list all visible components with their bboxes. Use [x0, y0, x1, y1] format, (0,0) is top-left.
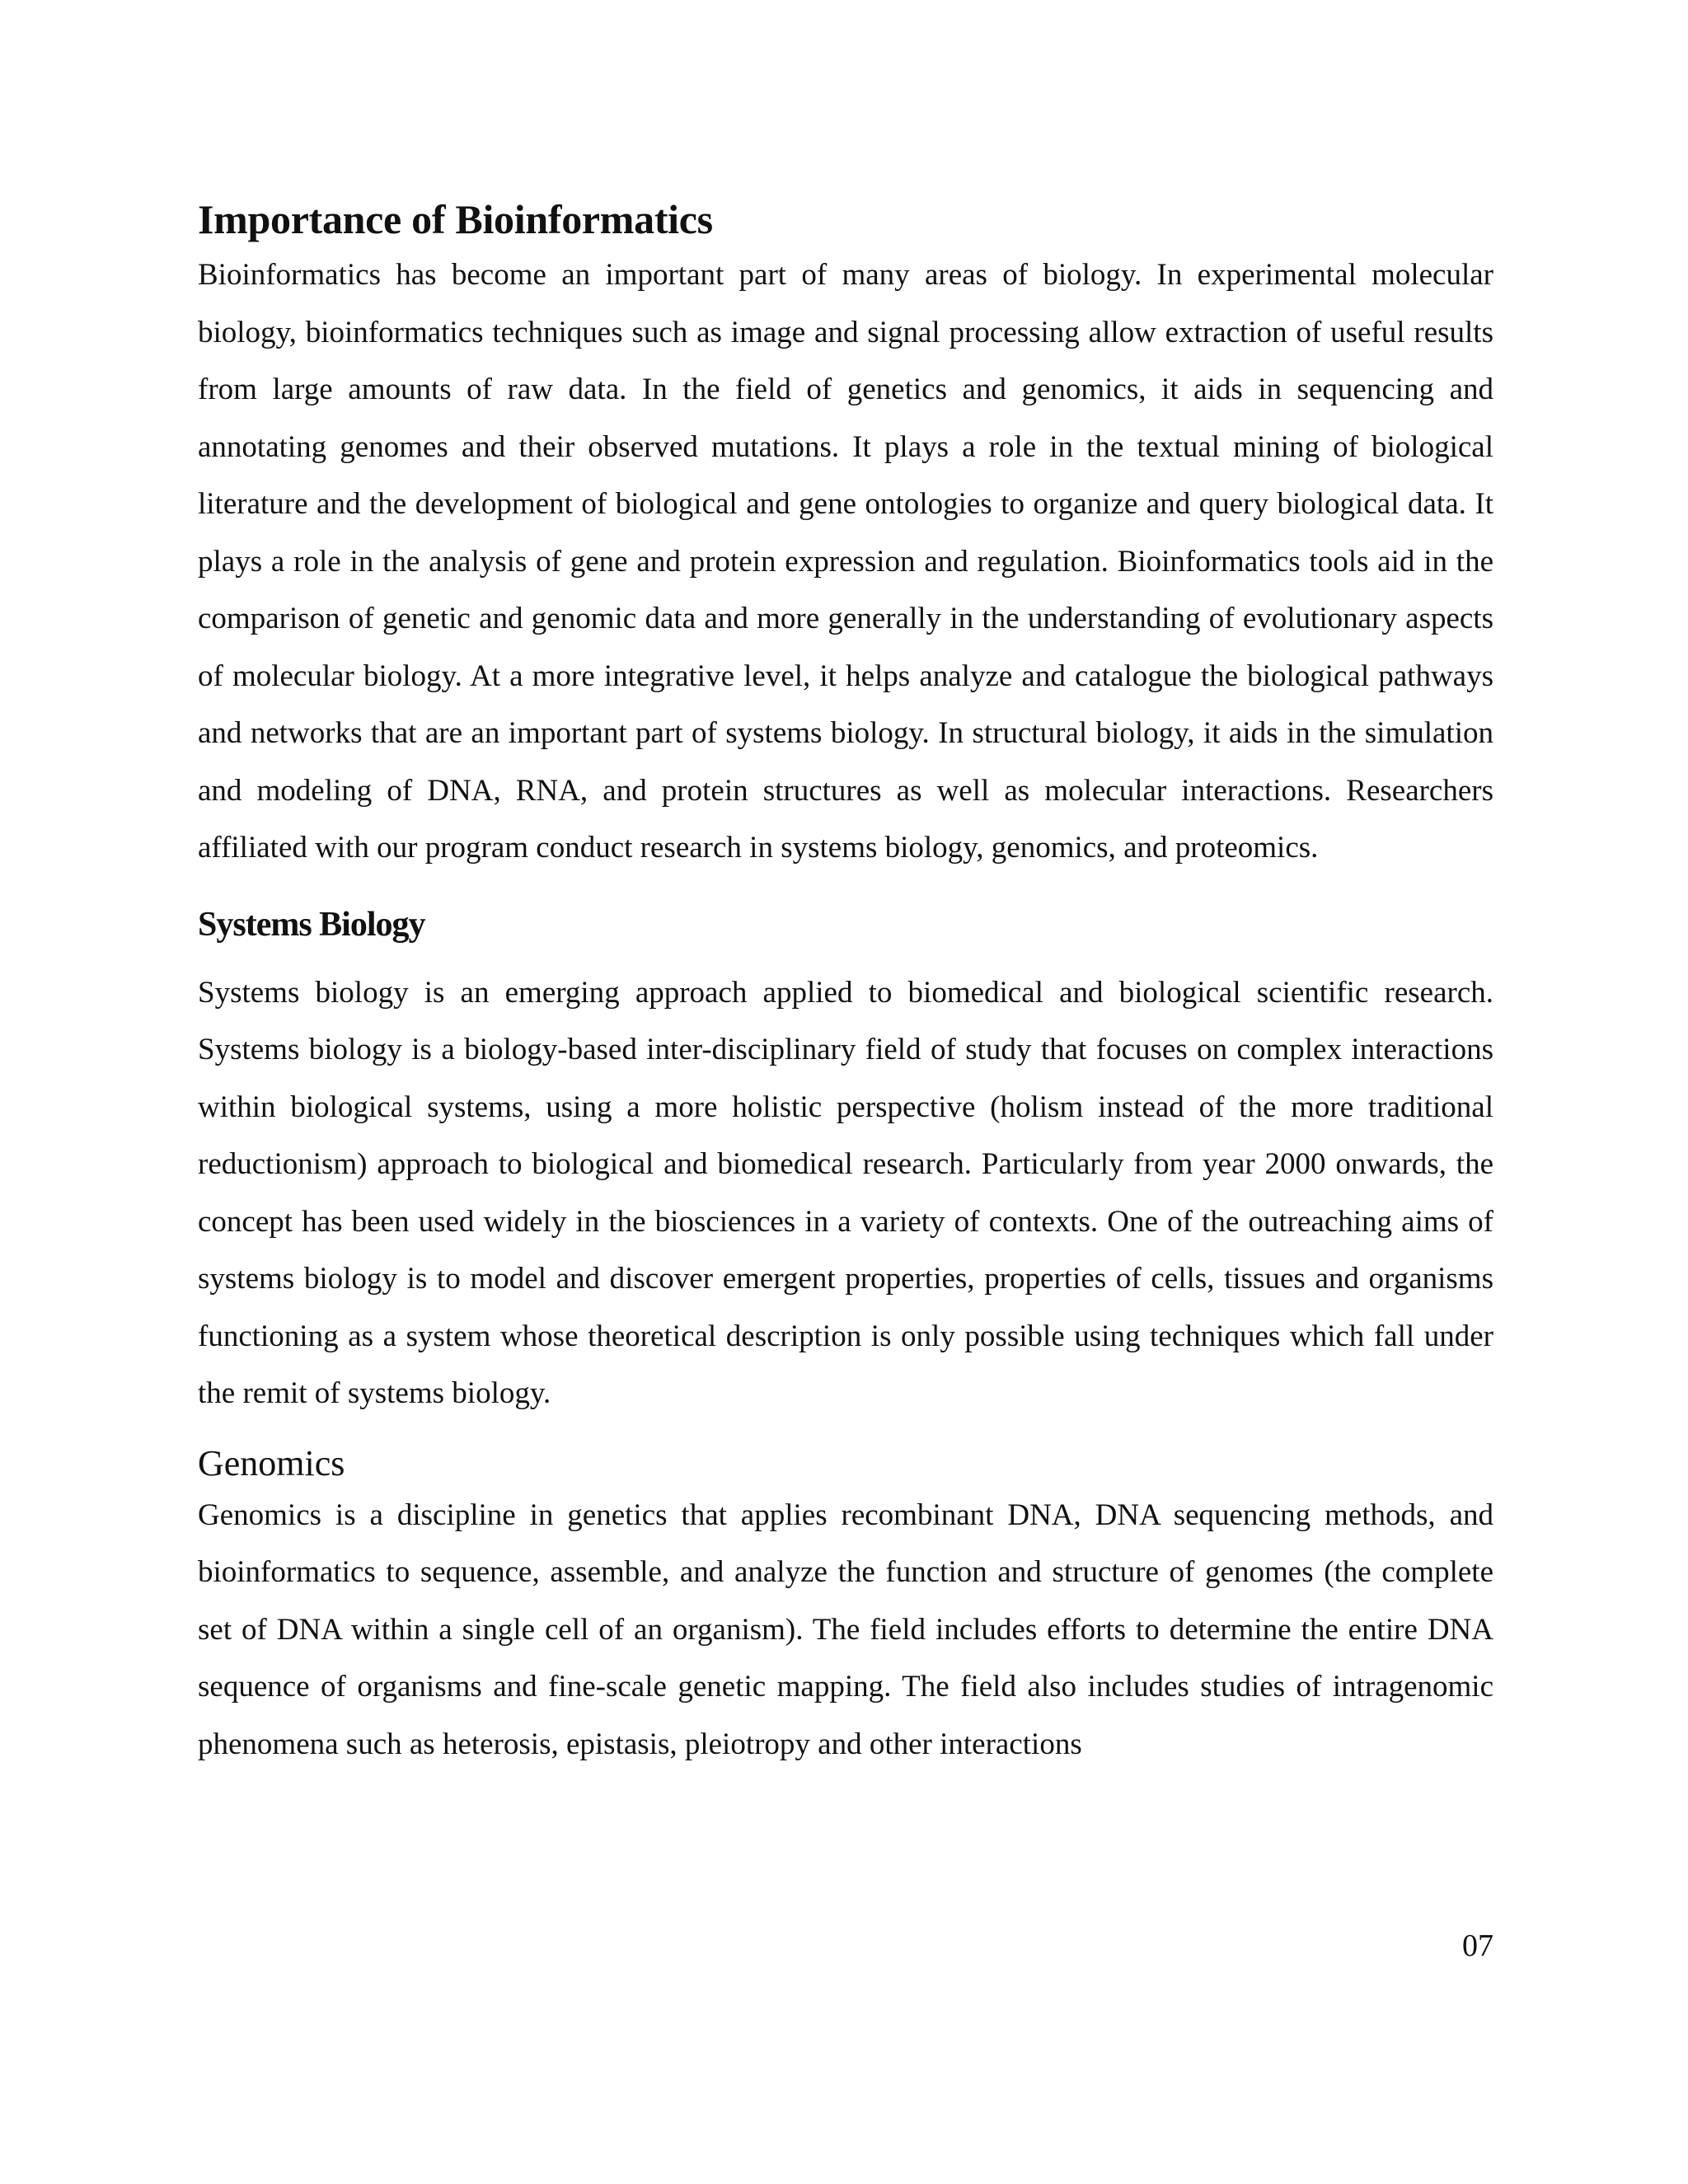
page-number: 07	[1462, 1929, 1493, 1963]
page-content	[198, 192, 1493, 1773]
systems-biology-heading: Systems Biology	[198, 905, 425, 944]
systems-biology-paragraph: Systems biology is an emerging approach applied to biomedical and biological scientific research. Systems biology is a biology-based inter-disciplinary field of study that focuses on complex interactions within biological systems, using a more holistic perspective (holism instead of the more traditional reductionism) approach to biological and biomedical research. Particularly from year 2000 onwards, the concept has been used widely in the biosciences in a variety of contexts. One of the outreaching aims of systems biology is to model and discover emergent properties, properties of cells, tissues and organisms functioning as a system whose theoretical description is only possible using techniques which fall under the remit of systems biology.	[198, 975, 1493, 1410]
genomics-paragraph: Genomics is a discipline in genetics that applies recombinant DNA, DNA sequencing methods, and bioinformatics to sequence, assemble, and analyze the function and structure of genomes (the complete set of DNA within a single cell of an organism). The field includes efforts to determine the entire DNA sequence of organisms and fine-scale genetic mapping. The field also includes studies of intragenomic phenomena such as heterosis, epistasis, pleiotropy and other interactions	[198, 1497, 1493, 1761]
bioinformatics-heading: Importance of Bioinformatics	[198, 196, 713, 242]
genomics-heading: Genomics	[198, 1442, 345, 1483]
bioinformatics-paragraph: Bioinformatics has become an important part of many areas of biology. In experimental molecular biology, bioinformatics techniques such as image and signal processing allow extraction of useful results from large amounts of raw data. In the field of genetics and genomics, it aids in sequencing and annotating genomes and their observed mutations. It plays a role in the textual mining of biological literature and the development of biological and gene ontologies to organize and query biological data. It plays a role in the analysis of gene and protein expression and regulation. Bioinformatics tools aid in the comparison of genetic and genomic data and more generally in the understanding of evolutionary aspects of molecular biology. At a more integrative level, it helps analyze and catalogue the biological pathways and networks that are an important part of systems biology. In structural biology, it aids in the simulation and modeling of DNA, RNA, and protein structures as well as molecular interactions. Researchers affiliated with our program conduct research in systems biology, genomics, and proteomics.	[198, 258, 1493, 865]
